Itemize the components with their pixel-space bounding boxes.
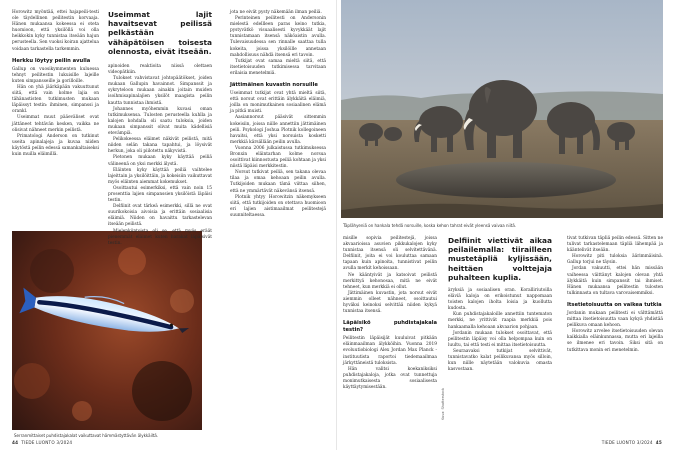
- paragraph: Pietonen mukaan kyky käyttää peiliä välineenä on yksi merkki älystä.: [108, 155, 212, 167]
- paragraph: Horowitz arvelee itsetietoisuuden olevan kaikkialla eläinkunnassa, mutta eri lajeilla se ilmenee eri tavoin. Siksi sitä on tutkittava monin eri menetelmin.: [567, 329, 663, 353]
- paragraph: Delfiinit ovat tärkeä esimerkki, sillä ne ovat suurikokoisia aivoisia ja erittäin sosiaalisia eläimiä. Niiden on havaittu tarkastelevan itseään peilistä.: [108, 204, 212, 228]
- paragraph: Useimmat tutkijat ovat yhtä mieltä siitä, että norsut ovat erittäin älykkäitä eläimiä, joilla on monimutkainen sosiaalinen elämä ja pitkä muisti.: [230, 91, 326, 115]
- paragraph: Perinteinen peilitesti on Andersonin mielestä edellleen paras keino tutkia, pystyvätkö visuaalisesti kyvykkäät lajit tunnistamaan itsensä näköaistin avulla. Tulevaisuudessa sen rinnalle saattaa tulla kokeita, joissa yksilöille annetaan mahdollisuus nähdä itsensä eri tavoin.: [230, 16, 326, 58]
- paragraph: Kun puhdistajakaloille annettiin tuntematon merkki, ne yrittivät raapia merkkiä pois hankaamalla kehoaan akvaarion pohjaan.: [448, 312, 552, 330]
- paragraph: Jordanin mukaan peilitesti ei välttämättä mittaa itsetietoisuutta vaan kykyä yhdistää peilikuva omaan kehoon.: [567, 310, 663, 329]
- pull-quote: Useimmat lajit havaitsevat peilissä pelkästään vähäpätöisen toisesta olennosta, eivät itseään.: [108, 10, 212, 56]
- left-col-2: [108, 10, 212, 247]
- paragraph: misille sopivia peilitestejä, joissa akvaarioissa asuvien pikkukalojen kyky tunnistaa itsensä oli selvitettävänä. Delfiinit, joita ei voi kouluttaa samaan tapaan kuin apinoita, tunnistivat peilin avulla merkit kehoissaan.: [343, 236, 437, 272]
- paragraph: äryksiä ja sosiaalisen oran. Koralliriutoilla eläviä kaloja on erikoistunut nappomaan toisten kalojen iholta loisia ja kuollutta kudosta.: [448, 288, 552, 312]
- paragraph: Hän valitsi koekaniksiksi puhdistajakaloja, jotka ovat tunnettuja monimutkaisesta sosiaalisesta käyttäytymisestään.: [343, 366, 437, 390]
- paragraph: Hän on yhä jäärkäpään vakuuttunut siitä, että vain kolme lajia on tähänastisten tutkimusten mukaan läpäissyt testin: ihminen, simpanssi ja orankl.: [12, 84, 99, 115]
- right-col-1: [343, 236, 437, 391]
- publication-name: TIEDE LUONTO 3/2024: [21, 440, 73, 445]
- paragraph: Aasiannorsut pääsivät sittemmin kokeisiin, joissa niille annettiin jättimäinen peili. Psykologi Joshua Plotnik kollegoineen havaitsi, että yksi norsuista kosketti merkkiä kärsällään peilin avulla.: [230, 115, 326, 145]
- photo-credit: Kuva: Shutterstock: [441, 387, 445, 420]
- right-col-3: [567, 236, 663, 354]
- page-number: 45: [655, 440, 662, 445]
- publication-name: TIEDE LUONTO 3/2024: [601, 440, 653, 445]
- section-heading: Itsetietoisuutta on vaikea tutkia: [567, 301, 662, 308]
- paragraph: Johannes myöhemmin kuvasi oman tutkimuksensa. Tulosten perusteella kuhlla ja kalojen kohdalla oli saatu tuloksia, joiden mukaan simpanssit olivat muita kädellisiä etevämpiä.: [108, 106, 212, 137]
- paragraph: apinoiden reaktioita niissä olettaen videopätkiin.: [108, 64, 212, 76]
- left-col-3: [230, 10, 326, 219]
- elephant-photo: [341, 0, 663, 218]
- paragraph: Gallup on vuosikymmenten kuluessa tehnyt peilitestin lukuisille lajeille kuten simpansseille ja gorilloille.: [12, 66, 99, 84]
- elephant-image: [341, 0, 663, 218]
- page-number: 44: [12, 440, 19, 445]
- right-page: [337, 0, 674, 450]
- paragraph: Primatologi Anderson on tutkinut useita apinalajeja ja kuvaa niiden käytöstä peilin edessä samankaltaiseksi kuin muilla eläimillä.: [12, 133, 99, 157]
- section-heading: Herkku löytyy peilin avulla: [12, 57, 91, 64]
- paragraph: jota ne eivät pysty näkemään ilman peiliä.: [230, 10, 322, 15]
- elephant-photo-caption: Täplähyeniä on hankala tehdä norsuille, koska kehon tahrat eivät yleensä vaivaa niitä.: [343, 223, 517, 228]
- pull-quote: Delfiinit viettivät aikaa peilailemalla: tiirailleen mustetäpliä kyljissään, heittäen volttejaja puhalteen kuplia.: [448, 236, 552, 282]
- paragraph: Norsut tutkivat peiliä, sen takana olevaa tilaa ja omaa kehoaan peilin avulla. Tutkijoiden mukaan tämä viittaa siihen, että ne ymmärtävät näkevänsä itsensä.: [230, 170, 326, 194]
- paragraph: Osoittautui esimerkiksi, että vain noin 15 prosenttia lajien simpanssien yksilöistä läpäisi testin.: [108, 185, 212, 204]
- paragraph: Pelikokeessa eläimet näkivät peilistä, mitä niiden selän takana tapahtui, ja löysivät herkun, joka oli piilotettu näkyvistä.: [108, 137, 212, 155]
- paragraph: Useimmat muut pääeväliset ovat jättäneet tehtävän kesken, vaikka ne olisivat nähneet merkin peilistä.: [12, 115, 99, 133]
- left-col-1: [12, 10, 99, 158]
- paragraph: Peilitestin läpäisijät kuuluivat pitkään eläinmaailman älykköihin. Vuonna 2019 evoluutiobiologi Alex Jordan Max Planck -instituutista raportoi tiedemaailmaa järkyttäneistä tuloksista.: [343, 336, 437, 366]
- section-heading: Läpäisikö puhdistajakala testin?: [343, 320, 437, 334]
- paragraph: Tulokset vahvistavat johtopäätökset, joiden mukaan Gallupin havainnot. Simpanssit ja sykryteloon mukaan ainakin joitain muiden isoihmisapinalajien yksilöt maagista peilin kautta tunnistaa ihmistä.: [108, 76, 212, 106]
- paragraph: Ne kääntyivät ja katsoivat peilistä merkittyä kehonosaa, mitä ne eivät tehneet, kun merkkiä ei ollut.: [343, 272, 437, 290]
- right-col-2: [448, 236, 552, 373]
- right-footer: [602, 440, 662, 445]
- paragraph: Mielenkiintoista oli se, että myös eräät pienemmät eläimet kuten harakat läpäisivät testin.: [108, 228, 212, 246]
- intro-paragraph: Horowitz myöntää, ettei hajapeili-testi ole täydellinen peilitestin korvaaja. Hänen mukaansa kokeessa ei oteta huomioon, että yksilöllä voi olla heikkokin kyky tunnistaa itseään hajun perusteella. Sen vuoksi koiran ajattelua voidaan tarkastella tarkemmin.: [12, 10, 99, 52]
- paragraph: tivat tutkivan täpliä peilin edessä. Sitten ne tulivat tarkastelemaan täpliä lähempää ja kääntelivät itseään.: [567, 236, 663, 254]
- fish-photo-caption: Serranmittaiset puhdistajakalat vaikuttavat hämmästyttävän älykkäiltä.: [14, 433, 159, 438]
- paragraph: Jordan vakuutti, ettei hän missään vaiheessa väittänyt kalojen olevan yhtä älykkäitä kuin simpanssit tai ihmiset. Hänen mukaansa peilitestin tulosten tulkinnasta on tultava varovaisemmiksi.: [567, 266, 663, 296]
- paragraph: Tutkijat ovat samaa mieltä siitä, että itsetietoisuuden tutkimisessa tarvitaan erilaisia menetelmiä.: [230, 58, 326, 76]
- paragraph: Eläinten kyky käyttää peiliä vaihtelee lajeittain ja yksilöittäin, ja kokeisiin vaikuttavat myös eläinten aiemmat kokemukset.: [108, 167, 212, 185]
- cleaner-fish-image: [12, 231, 202, 430]
- section-heading: Jättimäinen kuvastin norsuille: [230, 82, 318, 89]
- paragraph: Plotnik yhtyy Horowitzin näkemykseen siitä, että tutkijoiden on otettava huomioon eri lajien aistimaailmat peilitestejä suunniteltaessa.: [230, 194, 326, 218]
- paragraph: Seuraavaksi tutkijat selvittivät, tunnistavatko kalat peilikuvansa myös silloin, kun niille näytetään valokuvia omasta kasvostaan.: [448, 348, 552, 373]
- left-footer: [12, 440, 72, 445]
- paragraph: Vuonna 2006 julkaistussa tutkimuksessa Bronxin eläintarhan kolme norsua osoittivat kiinnostusta peiliä kohtaan ja yksi niistä läpäisi merkkitestin.: [230, 145, 326, 170]
- fish-photo: [12, 231, 202, 430]
- paragraph: Jordanin mukaan tulokset osoittavat, että peilitestin läpäisy voi olla helpompaa kuin on luultu, tai että testi ei mittaa itsetietoisuutta.: [448, 330, 552, 348]
- paragraph: Horowitz piti tuloksia äärimmäisinä. Gallup torjui ne täysin.: [567, 254, 663, 266]
- paragraph: Jättimäinen kuvastin, jota norsut eivät aiemmin olleet nähneet, osoittautui hyväksi keinoksi selvittää niiden kykyä tunnistaa itsensä.: [343, 290, 437, 315]
